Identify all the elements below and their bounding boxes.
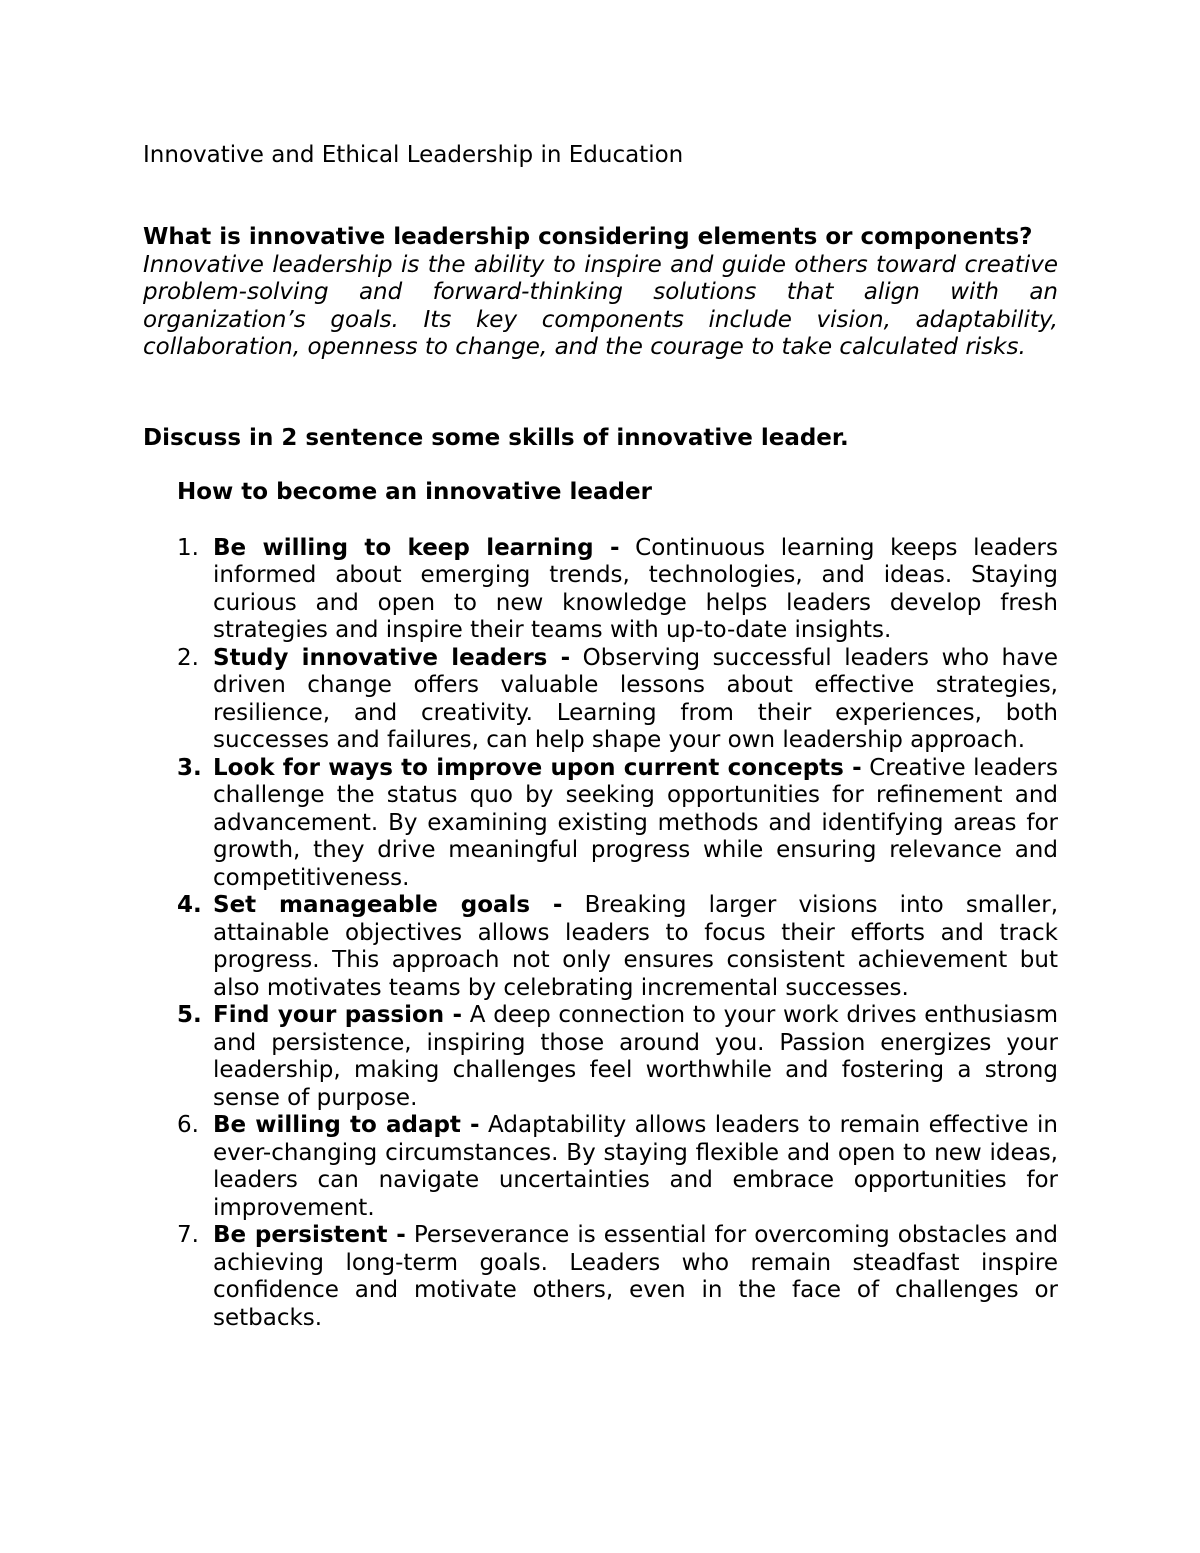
step-number: 5. [177, 1002, 202, 1028]
step-text: Perseverance is essential for overcoming obstacles and achieving long-term goals. Leaders who remain steadfast inspire confidence and motivate others, even in the face of challenges or setbacks. [213, 1222, 1058, 1331]
section-subheading: How to become an innovative leader [177, 479, 652, 505]
step-text: Creative leaders challenge the status quo by seeking opportunities for refinement and advancement. By examining existing methods and identifying areas for growth, they drive meaningful progress while ensuring relevance and competitiveness. [213, 754, 1058, 891]
step-number: 4. [177, 892, 202, 918]
document-page [143, 140, 1058, 1332]
question-heading: What is innovative leadership considering elements or components? [143, 224, 1033, 250]
step-title: Be willing to keep learning - [213, 534, 620, 561]
list-item [143, 1002, 1058, 1112]
step-text: A deep connection to your work drives enthusiasm and persistence, inspiring those around you. Passion energizes your leadership, making challenges feel worthwhile and fostering a strong sense of purpose. [213, 1002, 1059, 1111]
step-number: 6. [177, 1112, 199, 1138]
list-item [143, 755, 1058, 893]
step-number: 1. [177, 534, 199, 561]
step-text: Continuous learning keeps leaders informed about emerging trends, technologies, and ideas. Staying curious and open to new knowledge helps leaders develop fresh strategies and inspire their teams with up-to-date insights. [213, 534, 1059, 643]
step-number: 2. [177, 644, 199, 671]
step-title: Look for ways to improve upon current concepts - [213, 754, 862, 781]
step-text: Adaptability allows leaders to remain effective in ever-changing circumstances. By staying flexible and open to new ideas, leaders can navigate uncertainties and embrace opportunities for improvement. [213, 1112, 1058, 1221]
step-title: Study innovative leaders - [213, 644, 571, 671]
list-item [143, 1222, 1058, 1332]
discussion-prompt: Discuss in 2 sentence some skills of innovative leader. [143, 424, 849, 451]
step-title: Set manageable goals - [213, 892, 563, 918]
step-number: 3. [177, 754, 202, 781]
step-text: Observing successful leaders who have driven change offers valuable lessons about effective strategies, resilience, and creativity. Learning from their experiences, both successes and failures, can help shape your own leadership approach. [213, 644, 1058, 753]
step-number: 7. [177, 1222, 199, 1248]
answer-paragraph: Innovative leadership is the ability to inspire and guide others toward creative problem-solving and forward-thinking solutions that align with an organization’s goals. Its key components include vision, adaptability, collaboration, openness to change, and the courage to take calculated risks. [143, 251, 1058, 360]
steps-list [143, 535, 1058, 1333]
list-item [143, 1112, 1058, 1222]
document-title: Innovative and Ethical Leadership in Education [143, 142, 684, 168]
list-item [143, 892, 1058, 1002]
step-title: Be willing to adapt - [213, 1112, 480, 1138]
list-item [143, 535, 1058, 645]
list-item [143, 645, 1058, 755]
step-title: Find your passion - [213, 1002, 463, 1028]
step-text: Breaking larger visions into smaller, attainable objectives allows leaders to focus their efforts and track progress. This approach not only ensures consistent achievement but also motivates teams by celebrating incremental successes. [213, 892, 1059, 1001]
step-title: Be persistent - [213, 1222, 406, 1248]
